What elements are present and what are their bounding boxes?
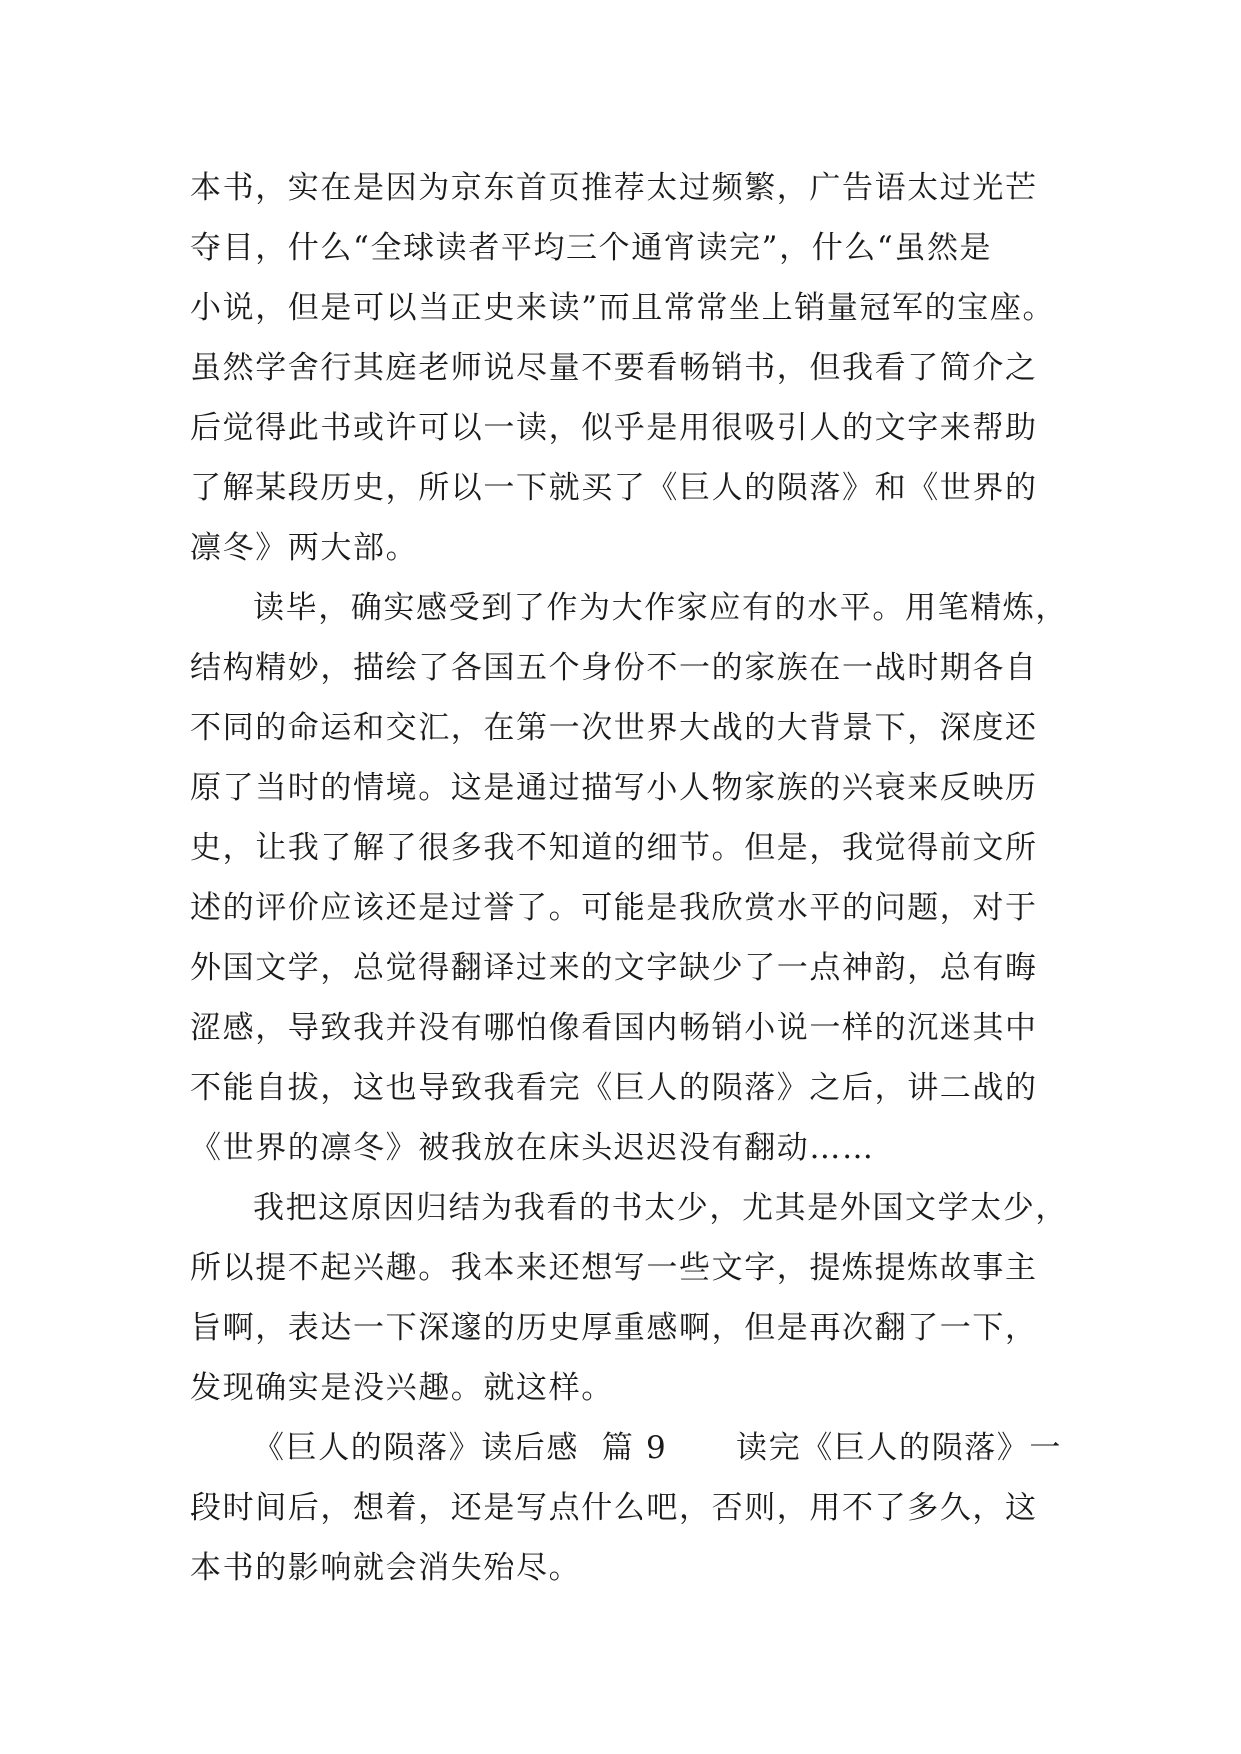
text-line: 结构精妙，描绘了各国五个身份不一的家族在一战时期各自 [190,650,1038,686]
text-line: 本书，实在是因为京东首页推荐太过频繁，广告语太过光芒 [190,170,1038,206]
text-line: 本书的影响就会消失殆尽。 [190,1550,582,1586]
document-body [190,158,1068,1598]
text-line: 旨啊，表达一下深邃的历史厚重感啊，但是再次翻了一下， [190,1310,1038,1346]
text-line: 发现确实是没兴趣。就这样。 [190,1370,614,1406]
text-line: 述的评价应该还是过誉了。可能是我欣赏水平的问题，对于 [190,890,1038,926]
text-line: 凛冬》两大部。 [190,530,419,566]
text-line: 原了当时的情境。这是通过描写小人物家族的兴衰来反映历 [190,770,1038,806]
paragraph [190,1178,1068,1418]
text-line: 后觉得此书或许可以一读，似乎是用很吸引人的文字来帮助 [190,410,1038,446]
text-line: 读毕，确实感受到了作为大作家应有的水平。用笔精炼， [253,590,1068,626]
text-line: 不同的命运和交汇，在第一次世界大战的大背景下，深度还 [190,710,1038,746]
text-line: 外国文学，总觉得翻译过来的文字缺少了一点神韵，总有晦 [190,950,1038,986]
text-line: 不能自拔，这也导致我看完《巨人的陨落》之后，讲二战的 [190,1070,1038,1106]
text-line: 虽然学舍行其庭老师说尽量不要看畅销书，但我看了简介之 [190,350,1038,386]
text-line: 夺目，什么“全球读者平均三个通宵读完”，什么“虽然是 [190,230,993,266]
text-line: 史，让我了解了很多我不知道的细节。但是，我觉得前文所 [190,830,1038,866]
paragraph [190,158,1056,578]
paragraph [190,578,1068,1178]
text-line: 了解某段历史，所以一下就买了《巨人的陨落》和《世界的 [190,470,1038,506]
text-line: 段时间后，想着，还是写点什么吧，否则，用不了多久，这 [190,1490,1038,1526]
text-line: 我把这原因归结为我看的书太少，尤其是外国文学太少， [253,1190,1068,1226]
text-line: 涩感，导致我并没有哪怕像看国内畅销小说一样的沉迷其中 [190,1010,1038,1046]
paragraph [190,1418,1063,1598]
text-line: 所以提不起兴趣。我本来还想写一些文字，提炼提炼故事主 [190,1250,1038,1286]
text-line: 《巨人的陨落》读后感 篇 9 读完《巨人的陨落》一 [253,1430,1063,1466]
text-line: 《世界的凛冬》被我放在床头迟迟没有翻动…… [190,1130,875,1166]
text-line: 小说，但是可以当正史来读”而且常常坐上销量冠军的宝座。 [190,290,1056,326]
